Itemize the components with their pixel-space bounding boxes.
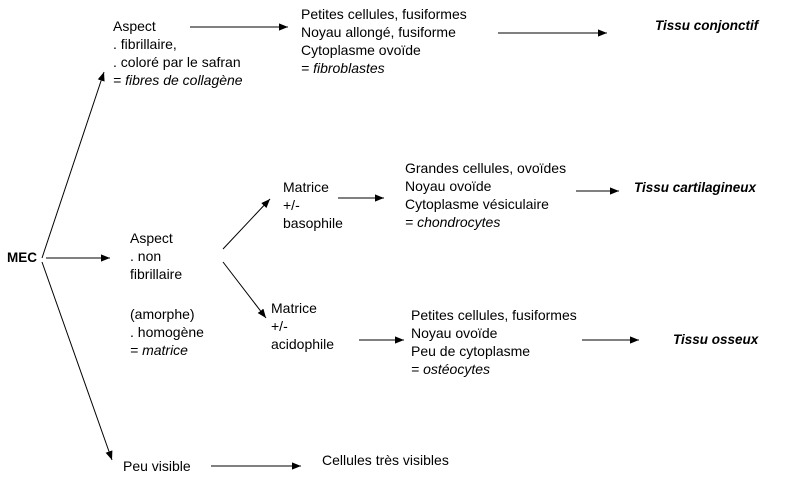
amorphe-line: . homogène xyxy=(130,324,204,340)
amorphe-line: (amorphe) xyxy=(130,306,195,322)
non-fibrillaire-line: Aspect xyxy=(130,230,173,246)
fibrillaire-line: Aspect xyxy=(113,18,156,34)
matrice-result: = matrice xyxy=(130,342,188,358)
chondrocytes-line: Cytoplasme vésiculaire xyxy=(405,196,549,212)
fibrillaire-box xyxy=(113,17,243,89)
non-fibrillaire-box xyxy=(130,229,182,283)
fibrillaire-result: = fibres de collagène xyxy=(113,72,243,88)
acidophile-line: Matrice xyxy=(271,300,317,316)
basophile-box xyxy=(283,178,343,232)
osteocytes-box xyxy=(411,306,577,378)
arrow-mec-to-fibrillaire xyxy=(42,72,104,258)
fibroblastes-line: Cytoplasme ovoïde xyxy=(301,42,421,58)
non-fibrillaire-line: fibrillaire xyxy=(130,266,183,282)
fibroblastes-line: Petites cellules, fusiformes xyxy=(301,6,467,22)
basophile-line: +/- xyxy=(283,197,300,213)
osteocytes-line: Noyau ovoïde xyxy=(411,325,498,341)
chondrocytes-line: Noyau ovoïde xyxy=(405,178,492,194)
fibrillaire-line: . fibrillaire, xyxy=(113,36,177,52)
root-mec: MEC xyxy=(7,250,37,265)
acidophile-line: acidophile xyxy=(271,336,335,352)
peu-visible: Peu visible xyxy=(123,458,191,474)
tissu-osseux: Tissu osseux xyxy=(673,332,759,347)
acidophile-box xyxy=(271,299,334,353)
fibroblastes-result: = fibroblastes xyxy=(301,60,385,76)
chondrocytes-box xyxy=(405,159,566,231)
chondrocytes-line: Grandes cellules, ovoïdes xyxy=(405,160,567,176)
arrow-non-fibrillaire-to-basophile xyxy=(223,199,270,249)
cellules-tres-visibles: Cellules très visibles xyxy=(322,452,449,468)
arrow-mec-to-peu-visible xyxy=(42,262,112,460)
osteocytes-line: Petites cellules, fusiformes xyxy=(411,307,577,323)
amorphe-box xyxy=(130,305,204,359)
arrow-non-fibrillaire-to-acidophile xyxy=(223,262,266,318)
fibrillaire-line: . coloré par le safran xyxy=(113,54,241,70)
basophile-line: basophile xyxy=(283,215,343,231)
acidophile-line: +/- xyxy=(271,318,288,334)
osteocytes-line: Peu de cytoplasme xyxy=(411,343,531,359)
tissu-conjonctif: Tissu conjonctif xyxy=(655,18,759,33)
fibroblastes-box xyxy=(301,5,467,77)
non-fibrillaire-line: . non xyxy=(130,248,162,264)
osteocytes-result: = ostéocytes xyxy=(411,361,490,377)
fibroblastes-line: Noyau allongé, fusiforme xyxy=(301,24,456,40)
chondrocytes-result: = chondrocytes xyxy=(405,214,501,230)
tissu-cartilagineux: Tissu cartilagineux xyxy=(634,180,757,195)
basophile-line: Matrice xyxy=(283,179,329,195)
